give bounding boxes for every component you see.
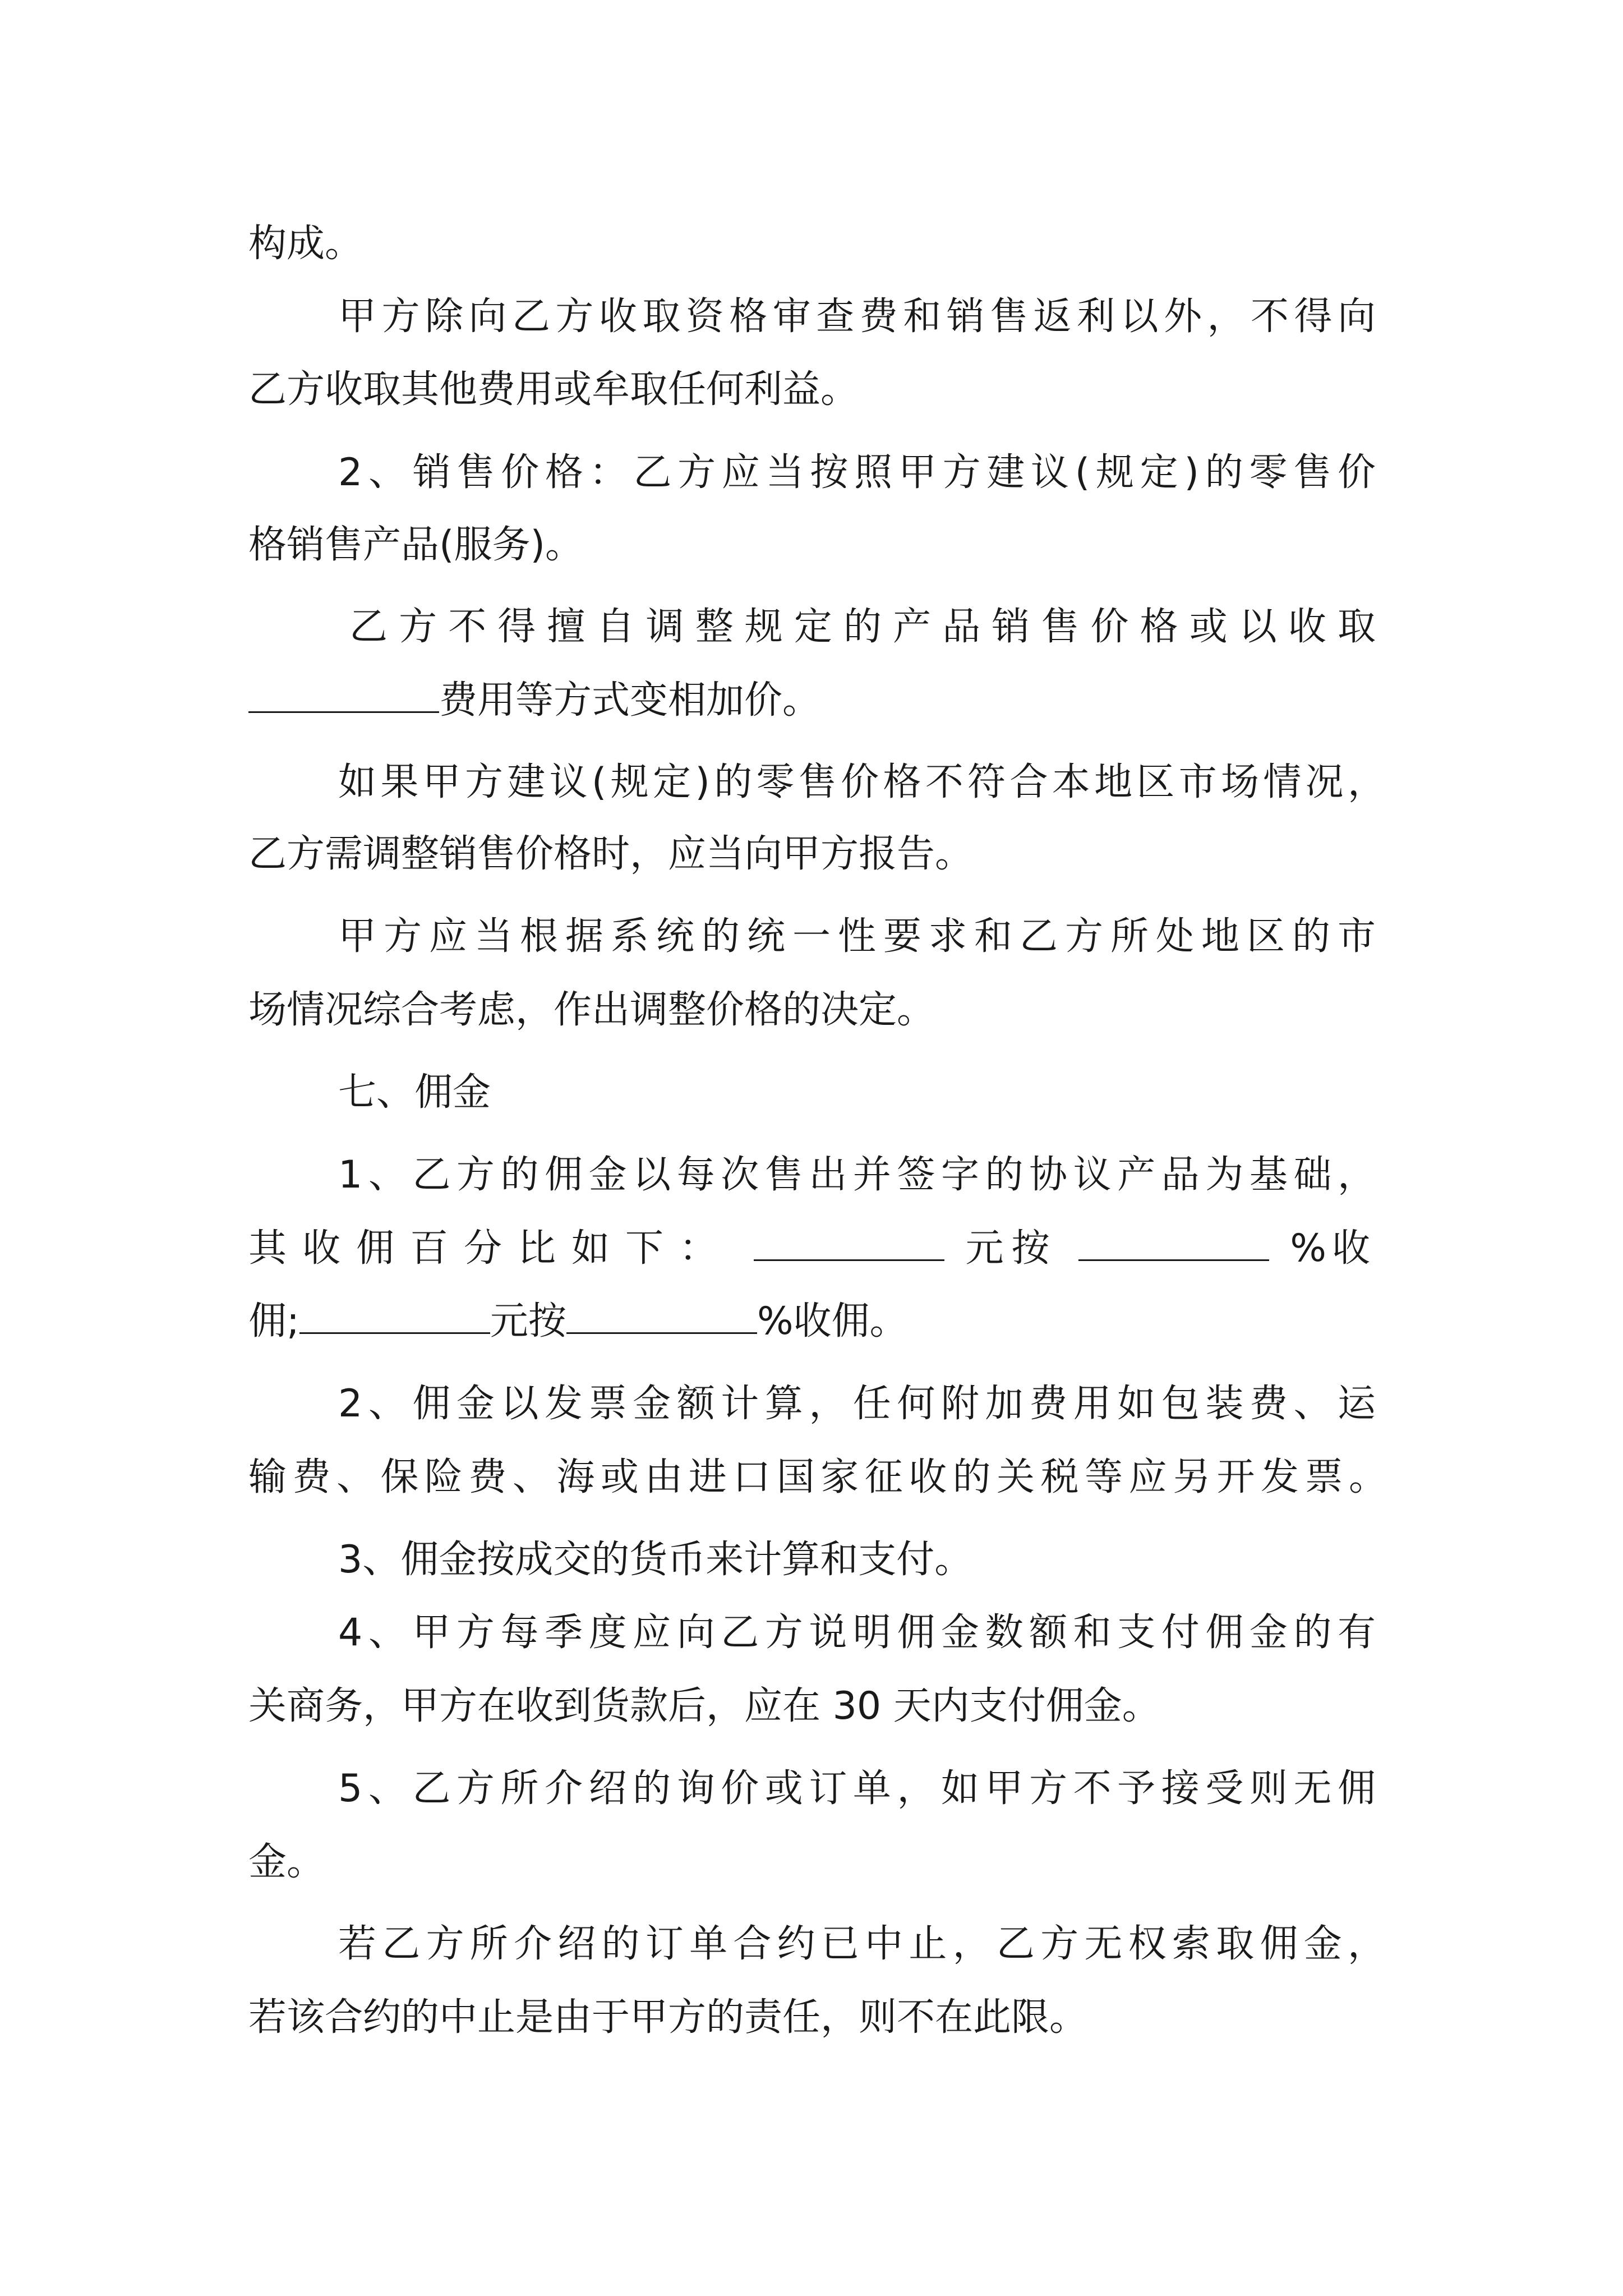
text-line: 乙方需调整销售价格时，应当向甲方报告。 [248,832,974,876]
text-segment: 费用等方式变相加价。 [439,678,821,723]
text-line: 构成。 [248,222,363,266]
text-segment: 佣; [248,1299,299,1343]
text-line-with-blank [248,673,1376,729]
text-line: 2、佣金以发票金额计算，任何附加费用如包装费、运 [338,1382,1376,1426]
fill-in-blank[interactable] [566,1297,757,1334]
text-line: 1、乙方的佣金以每次售出并签字的协议产品为基础， [338,1153,1376,1197]
text-line: 若乙方所介绍的订单合约已中止，乙方无权索取佣金， [338,1922,1386,1966]
text-line: 乙方不得擅自调整规定的产品销售价格或以收取 [349,605,1376,649]
text-segment: 元按 [490,1299,566,1343]
fill-in-blank[interactable] [299,1297,490,1334]
text-line: 甲方应当根据系统的统一性要求和乙方所处地区的市 [338,914,1376,959]
text-line: 如果甲方建议(规定)的零售价格不符合本地区市场情况， [338,760,1386,804]
text-line-with-blanks [248,1294,1376,1350]
text-line: 关商务，甲方在收到货款后，应在 30 天内支付佣金。 [248,1684,1160,1728]
text-line: 甲方除向乙方收取资格审查费和销售返利以外，不得向 [338,295,1376,339]
text-line: 4、甲方每季度应向乙方说明佣金数额和支付佣金的有 [338,1611,1376,1655]
text-segment: 元按 [965,1226,1058,1271]
text-line: 场情况综合考虑，作出调整价格的决定。 [248,988,935,1032]
text-line: 2、销售价格：乙方应当按照甲方建议(规定)的零售价 [338,450,1376,495]
text-line: 若该合约的中止是由于甲方的责任，则不在此限。 [248,1995,1088,2040]
text-line: 乙方收取其他费用或牟取任何利益。 [248,367,859,412]
text-line: 3、佣金按成交的货币来计算和支付。 [338,1538,973,1582]
text-line: 格销售产品(服务)。 [248,523,584,567]
text-segment: %收 [1290,1226,1376,1271]
section-heading: 七、佣金 [338,1070,491,1115]
text-segment: %收佣。 [757,1299,908,1343]
text-line: 金。 [248,1840,325,1884]
fill-in-blank[interactable] [754,1225,944,1261]
fill-in-blank[interactable] [248,677,439,713]
text-line-with-blanks [248,1221,1376,1277]
text-segment: 其收佣百分比如下： [248,1226,734,1271]
text-line: 输费、保险费、海或由进口国家征收的关税等应另开发票。 [248,1455,1387,1499]
text-line: 5、乙方所介绍的询价或订单，如甲方不予接受则无佣 [338,1766,1376,1811]
fill-in-blank[interactable] [1078,1225,1269,1261]
